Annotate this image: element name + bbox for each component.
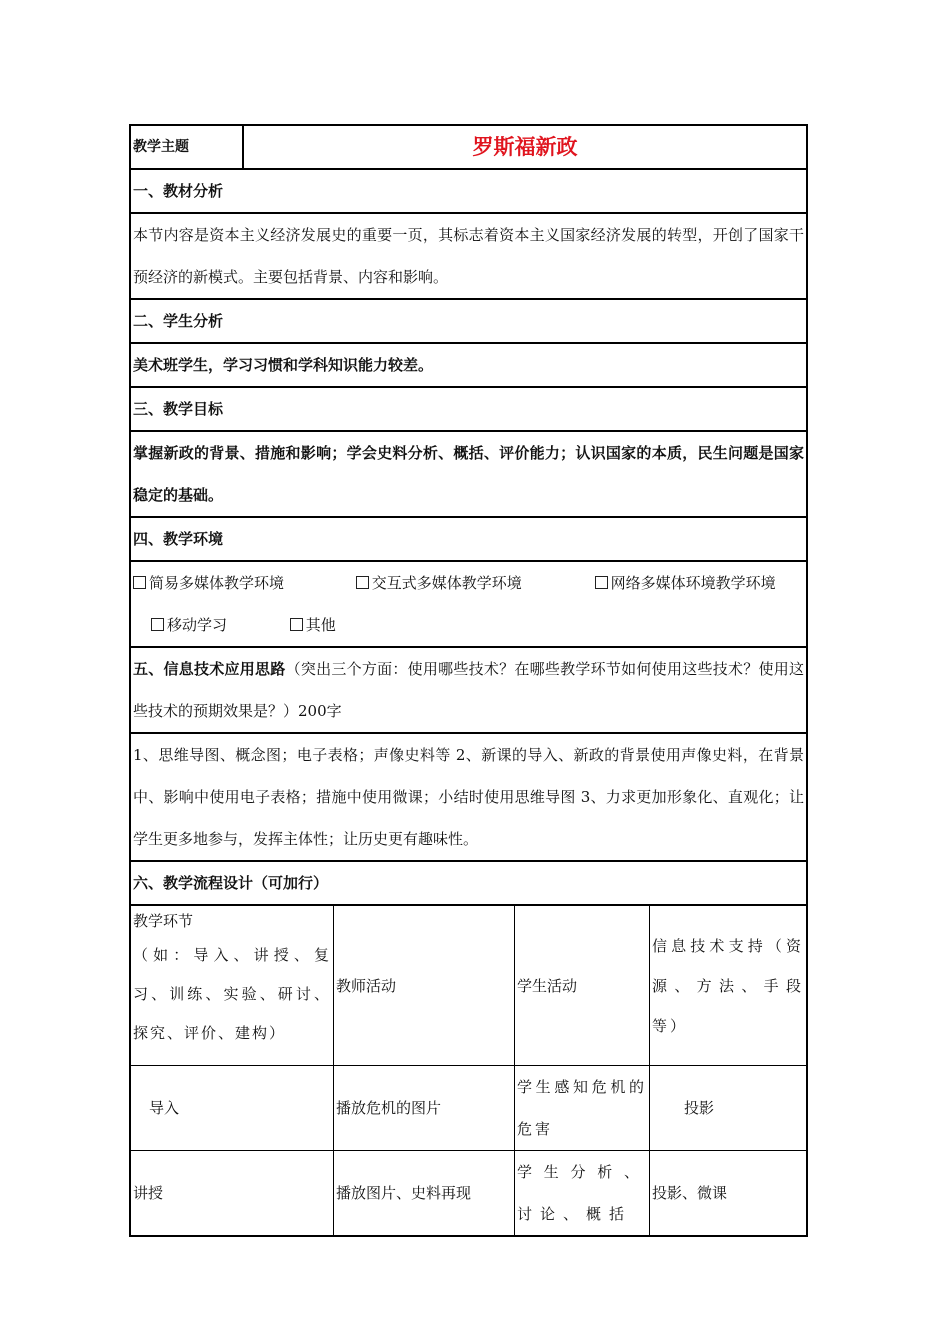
checkbox-icon (151, 618, 164, 631)
env-option-mobile[interactable]: 移动学习 (151, 604, 285, 646)
flow-teacher-cell: 播放危机的图片 (334, 1066, 515, 1151)
table-row (131, 1151, 807, 1236)
lesson-plan-document (129, 124, 808, 1237)
checkbox-icon (595, 576, 608, 589)
it-application-heading-cell (130, 647, 807, 733)
checkbox-icon (133, 576, 146, 589)
flow-teacher-cell: 播放图片、史料再现 (334, 1151, 515, 1236)
lesson-plan-table (129, 124, 808, 1237)
section-heading-flow: 六、教学流程设计（可加行） (130, 861, 807, 905)
env-option-network[interactable]: 网络多媒体环境教学环境 (595, 562, 776, 604)
materials-analysis-text: 本节内容是资本主义经济发展史的重要一页，其标志着资本主义国家经济发展的转型，开创了国家干预经济的新模式。主要包括背景、内容和影响。 (130, 213, 807, 299)
checkbox-icon (356, 576, 369, 589)
objectives-text: 掌握新政的背景、措施和影响；学会史料分析、概括、评价能力；认识国家的本质，民生问题是国家稳定的基础。 (130, 431, 807, 517)
flow-header-stage: 教学环节 （如：导入、讲授、复习、训练、实验、研讨、探究、评价、建构） (131, 906, 334, 1066)
env-option-other[interactable]: 其他 (290, 604, 336, 646)
flow-header-student: 学生活动 (515, 906, 650, 1066)
topic-label: 教学主题 (130, 125, 243, 169)
flow-stage-cell: 导入 (131, 1066, 334, 1151)
table-row (131, 1066, 807, 1151)
flow-table-cell (130, 905, 807, 1236)
flow-student-cell: 学生感知危机的危害 (515, 1066, 650, 1151)
section-heading-environment: 四、教学环境 (130, 517, 807, 561)
flow-header-teacher: 教师活动 (334, 906, 515, 1066)
it-application-note: （突出三个方面：使用哪些技术？在哪些教学环节如何使用这些技术？使用这些技术的预期效果是？）200字 (133, 660, 804, 720)
flow-header-row (131, 906, 807, 1066)
section-heading-objectives: 三、教学目标 (130, 387, 807, 431)
flow-tech-cell: 投影、微课 (650, 1151, 807, 1236)
env-option-simple[interactable]: 简易多媒体教学环境 (133, 562, 351, 604)
flow-stage-cell: 讲授 (131, 1151, 334, 1236)
flow-tech-cell: 投影 (650, 1066, 807, 1151)
section-heading-materials: 一、教材分析 (130, 169, 807, 213)
lesson-title: 罗斯福新政 (243, 125, 807, 169)
section-heading-it: 五、信息技术应用思路 (133, 660, 286, 678)
flow-header-tech: 信息技术支持（资源、方法、手段等） (650, 906, 807, 1066)
checkbox-icon (290, 618, 303, 631)
environment-options (130, 561, 807, 647)
it-application-text: 1、思维导图、概念图；电子表格；声像史料等 2、新课的导入、新政的背景使用声像史料，在背景中、影响中使用电子表格；措施中使用微课；小结时使用思维导图 3、力求更加形象化、直观化；让学生更多地参与，发挥主体性；让历史更有趣味性。 (130, 733, 807, 861)
teaching-flow-table (130, 905, 807, 1236)
env-option-interactive[interactable]: 交互式多媒体教学环境 (356, 562, 590, 604)
flow-student-cell: 学生分析、讨论、概括 (515, 1151, 650, 1236)
section-heading-students: 二、学生分析 (130, 299, 807, 343)
students-analysis-text: 美术班学生，学习习惯和学科知识能力较差。 (130, 343, 807, 387)
